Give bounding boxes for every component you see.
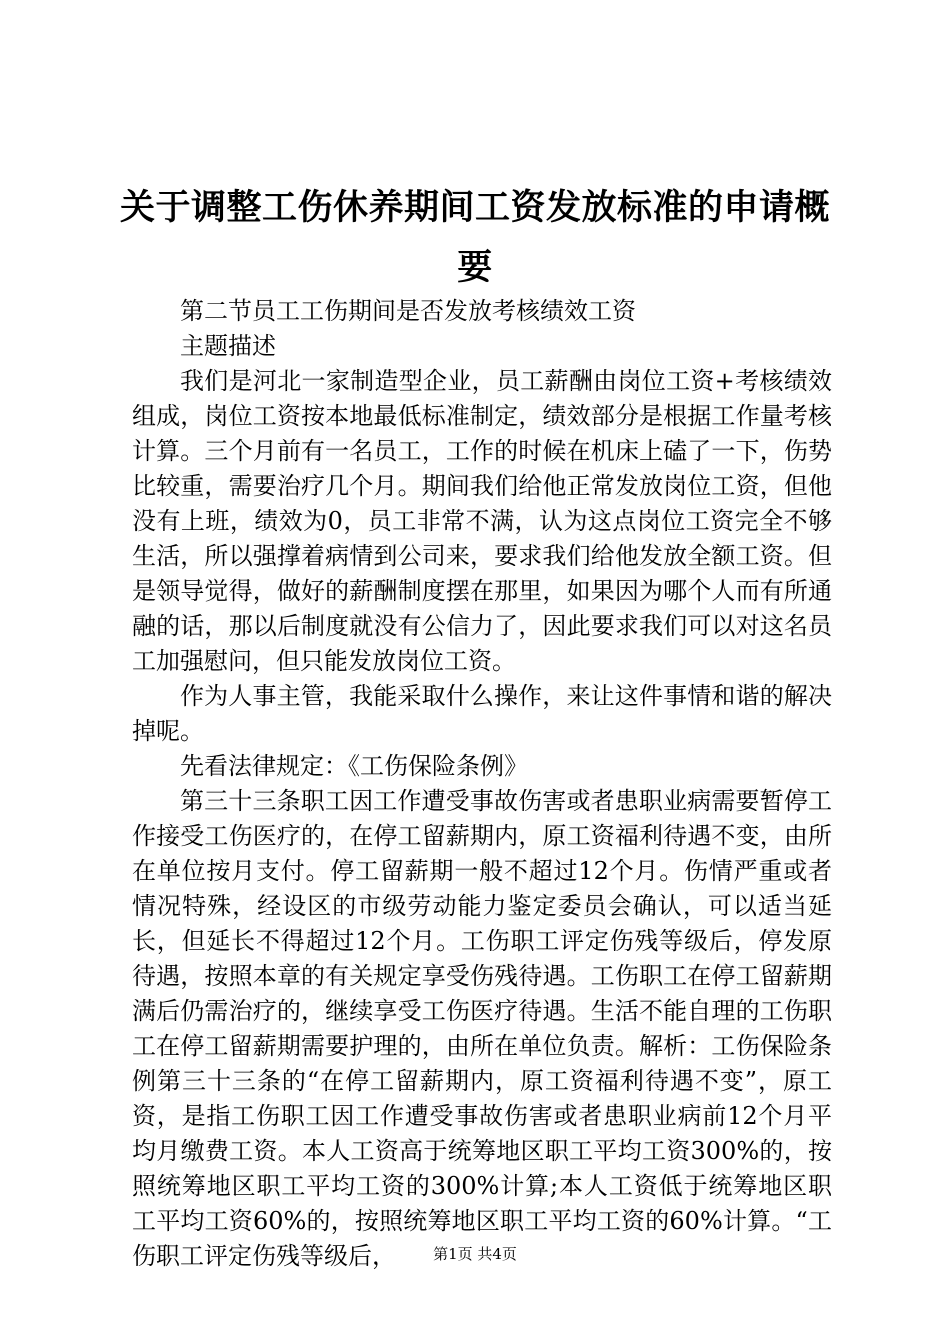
paragraph-article-33: 第三十三条职工因工作遭受事故伤害或者患职业病需要暂停工作接受工伤医疗的，在停工留薪期内，原工资福利待遇不变，由所在单位按月支付。停工留薪期一般不超过12个月。伤情严重或者情况特殊，经设区的市级劳动能力鉴定委员会确认，可以适当延长，但延长不得超过12个月。工伤职工评定伤残等级后，停发原待遇，按照本章的有关规定享受伤残待遇。工伤职工在停工留薪期满后仍需治疗的，继续享受工伤医疗待遇。生活不能自理的工伤职工在停工留薪期需要护理的，由所在单位负责。解析：工伤保险条例第三十三条的“在停工留薪期内，原工资福利待遇不变”，原工资，是指工伤职工因工作遭受事故伤害或者患职业病前12个月平均月缴费工资。本人工资高于统筹地区职工平均工资300%的，按照统筹地区职工平均工资的300%计算;本人工资低于统筹地区职工平均工资60%的，按照统筹地区职工平均工资的60%计算。“工伤职工评定伤残等级后，: [132, 787, 832, 1270]
paragraph-law-reference: 先看法律规定：《工伤保险条例》: [180, 752, 528, 780]
page-footer: 第1页 共4页: [433, 1245, 517, 1263]
paragraph-question: 作为人事主管，我能采取什么操作，来让这件事情和谐的解决掉呢。: [132, 682, 832, 745]
subheading-topic: 主题描述: [180, 332, 276, 360]
section-heading: 第二节员工工伤期间是否发放考核绩效工资: [180, 297, 636, 325]
document-title: 关于调整工伤休养期间工资发放标准的申请概要: [120, 188, 831, 288]
document-body: [132, 294, 832, 1274]
paragraph-case-description: 我们是河北一家制造型企业，员工薪酬由岗位工资+考核绩效组成，岗位工资按本地最低标准制定，绩效部分是根据工作量考核计算。三个月前有一名员工，工作的时候在机床上磕了一下，伤势比较重，需要治疗几个月。期间我们给他正常发放岗位工资，但他没有上班，绩效为0，员工非常不满，认为这点岗位工资完全不够生活，所以强撑着病情到公司来，要求我们给他发放全额工资。但是领导觉得，做好的薪酬制度摆在那里，如果因为哪个人而有所通融的话，那以后制度就没有公信力了，因此要求我们可以对这名员工加强慰问，但只能发放岗位工资。: [132, 367, 832, 675]
